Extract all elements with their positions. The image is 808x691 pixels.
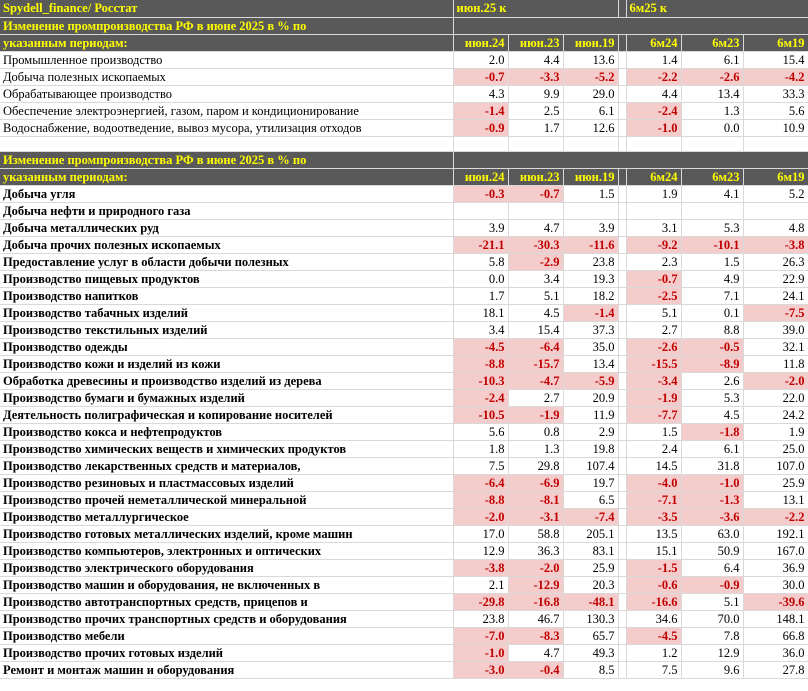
- value-cell: -29.8: [453, 593, 508, 610]
- row-label: Обеспечение электроэнергией, газом, паром и кондиционирование: [0, 102, 453, 119]
- value-cell: 26.3: [743, 253, 808, 270]
- value-cell: -1.4: [563, 304, 618, 321]
- column-header: июн.24: [453, 168, 508, 185]
- value-cell: 13.1: [743, 491, 808, 508]
- value-cell: 24.2: [743, 406, 808, 423]
- value-cell: 11.8: [743, 355, 808, 372]
- value-cell: 58.8: [508, 525, 563, 542]
- value-cell: -2.6: [626, 338, 681, 355]
- value-cell: 3.1: [626, 219, 681, 236]
- table-row: [0, 610, 808, 627]
- value-cell: 6.1: [563, 102, 618, 119]
- value-cell: 1.5: [626, 423, 681, 440]
- value-cell: -7.4: [563, 508, 618, 525]
- table-row: [0, 406, 808, 423]
- row-label: Добыча металлических руд: [0, 219, 453, 236]
- value-cell: 2.6: [681, 372, 743, 389]
- row-label: Ремонт и монтаж машин и оборудования: [0, 661, 453, 678]
- value-cell: 4.4: [626, 85, 681, 102]
- row-label: Производство прочих транспортных средств и оборудования: [0, 610, 453, 627]
- value-cell: 4.8: [743, 219, 808, 236]
- table-row: [0, 85, 808, 102]
- source-label: Spydell_finance/ Росстат: [0, 0, 453, 17]
- value-cell: 4.5: [681, 406, 743, 423]
- value-cell: 49.3: [563, 644, 618, 661]
- value-cell: 25.9: [743, 474, 808, 491]
- value-cell: 11.9: [563, 406, 618, 423]
- value-cell: -0.9: [453, 119, 508, 136]
- value-cell: 70.0: [681, 610, 743, 627]
- value-cell: 7.5: [453, 457, 508, 474]
- column-header: июн.19: [563, 168, 618, 185]
- value-cell: -16.8: [508, 593, 563, 610]
- value-cell: 6.1: [681, 440, 743, 457]
- value-cell: 7.5: [626, 661, 681, 678]
- section2-title-line1: Изменение промпроизводства РФ в июне 2025 в % по: [0, 151, 453, 168]
- column-header: 6м19: [743, 34, 808, 51]
- table-title-line1: Изменение промпроизводства РФ в июне 2025 в % по: [0, 17, 453, 34]
- column-header: июн.23: [508, 34, 563, 51]
- value-cell: 1.7: [453, 287, 508, 304]
- table-row: [0, 68, 808, 85]
- value-cell: -0.7: [626, 270, 681, 287]
- value-cell: -5.9: [563, 372, 618, 389]
- value-cell: 4.3: [453, 85, 508, 102]
- table-row: [0, 525, 808, 542]
- value-cell: 22.0: [743, 389, 808, 406]
- value-cell: 13.5: [626, 525, 681, 542]
- row-label: Производство мебели: [0, 627, 453, 644]
- row-label: Производство прочей неметаллической минеральной: [0, 491, 453, 508]
- value-cell: 5.6: [743, 102, 808, 119]
- value-cell: 4.5: [508, 304, 563, 321]
- value-cell: [681, 202, 743, 219]
- value-cell: -4.7: [508, 372, 563, 389]
- value-cell: [743, 202, 808, 219]
- value-cell: 65.7: [563, 627, 618, 644]
- value-cell: 12.9: [681, 644, 743, 661]
- value-cell: -0.7: [508, 185, 563, 202]
- value-cell: 1.8: [453, 440, 508, 457]
- value-cell: 4.1: [681, 185, 743, 202]
- column-header: 6м19: [743, 168, 808, 185]
- value-cell: 29.8: [508, 457, 563, 474]
- section2-header-columns: [0, 168, 808, 185]
- value-cell: -4.5: [626, 627, 681, 644]
- table-title-line2: указанным периодам:: [0, 34, 453, 51]
- value-cell: -8.8: [453, 491, 508, 508]
- value-cell: 6.5: [563, 491, 618, 508]
- value-cell: -10.5: [453, 406, 508, 423]
- group-6m-label: 6м25 к: [626, 0, 808, 17]
- table-row: [0, 576, 808, 593]
- value-cell: 2.0: [453, 51, 508, 68]
- value-cell: -8.1: [508, 491, 563, 508]
- value-cell: 10.9: [743, 119, 808, 136]
- value-cell: 5.6: [453, 423, 508, 440]
- row-label: Производство напитков: [0, 287, 453, 304]
- value-cell: -3.4: [626, 372, 681, 389]
- value-cell: -1.8: [681, 423, 743, 440]
- value-cell: 25.9: [563, 559, 618, 576]
- value-cell: 13.6: [563, 51, 618, 68]
- table-row: [0, 219, 808, 236]
- value-cell: 1.7: [508, 119, 563, 136]
- value-cell: -3.3: [508, 68, 563, 85]
- table-row: [0, 51, 808, 68]
- value-cell: [563, 202, 618, 219]
- table-row: [0, 119, 808, 136]
- table-row: [0, 474, 808, 491]
- value-cell: -2.2: [626, 68, 681, 85]
- value-cell: -1.4: [453, 102, 508, 119]
- value-cell: -7.7: [626, 406, 681, 423]
- value-cell: 107.4: [563, 457, 618, 474]
- value-cell: 148.1: [743, 610, 808, 627]
- row-label: Добыча угля: [0, 185, 453, 202]
- value-cell: -15.7: [508, 355, 563, 372]
- value-cell: -1.5: [626, 559, 681, 576]
- row-label: Производство химических веществ и химических продуктов: [0, 440, 453, 457]
- row-label: Обработка древесины и производство изделий из дерева: [0, 372, 453, 389]
- row-label: Производство компьютеров, электронных и оптических: [0, 542, 453, 559]
- value-cell: 50.9: [681, 542, 743, 559]
- value-cell: 17.0: [453, 525, 508, 542]
- value-cell: 0.8: [508, 423, 563, 440]
- section2-title-line2: указанным периодам:: [0, 168, 453, 185]
- table-row: [0, 338, 808, 355]
- column-header: 6м23: [681, 168, 743, 185]
- value-cell: -16.6: [626, 593, 681, 610]
- value-cell: 66.8: [743, 627, 808, 644]
- value-cell: 36.3: [508, 542, 563, 559]
- value-cell: 13.4: [681, 85, 743, 102]
- row-label: Производство бумаги и бумажных изделий: [0, 389, 453, 406]
- value-cell: -2.9: [508, 253, 563, 270]
- value-cell: -6.9: [508, 474, 563, 491]
- value-cell: 7.8: [681, 627, 743, 644]
- value-cell: -2.4: [453, 389, 508, 406]
- value-cell: -5.2: [563, 68, 618, 85]
- value-cell: 4.4: [508, 51, 563, 68]
- value-cell: 1.9: [743, 423, 808, 440]
- value-cell: 8.5: [563, 661, 618, 678]
- value-cell: -4.0: [626, 474, 681, 491]
- table-row: [0, 236, 808, 253]
- value-cell: -2.6: [681, 68, 743, 85]
- value-cell: 3.4: [453, 321, 508, 338]
- group-june-label: июн.25 к: [453, 0, 618, 17]
- value-cell: -1.0: [626, 119, 681, 136]
- value-cell: 2.5: [508, 102, 563, 119]
- value-cell: 20.3: [563, 576, 618, 593]
- row-label: Добыча прочих полезных ископаемых: [0, 236, 453, 253]
- value-cell: [508, 202, 563, 219]
- value-cell: -8.8: [453, 355, 508, 372]
- column-header: июн.24: [453, 34, 508, 51]
- value-cell: 36.0: [743, 644, 808, 661]
- value-cell: 83.1: [563, 542, 618, 559]
- value-cell: 107.0: [743, 457, 808, 474]
- value-cell: 167.0: [743, 542, 808, 559]
- value-cell: -0.6: [626, 576, 681, 593]
- value-cell: -1.9: [508, 406, 563, 423]
- value-cell: -7.1: [626, 491, 681, 508]
- value-cell: 6.1: [681, 51, 743, 68]
- value-cell: 5.1: [626, 304, 681, 321]
- value-cell: -8.9: [681, 355, 743, 372]
- value-cell: -6.4: [453, 474, 508, 491]
- value-cell: 13.4: [563, 355, 618, 372]
- value-cell: 15.4: [508, 321, 563, 338]
- value-cell: -6.4: [508, 338, 563, 355]
- row-label: Обрабатывающее производство: [0, 85, 453, 102]
- value-cell: 24.1: [743, 287, 808, 304]
- row-label: Предоставление услуг в области добычи полезных: [0, 253, 453, 270]
- row-label: Производство одежды: [0, 338, 453, 355]
- table-row: [0, 372, 808, 389]
- column-header: 6м23: [681, 34, 743, 51]
- value-cell: 18.2: [563, 287, 618, 304]
- value-cell: -2.4: [626, 102, 681, 119]
- value-cell: 19.7: [563, 474, 618, 491]
- column-header: 6м24: [626, 168, 681, 185]
- header-row-source: [0, 0, 808, 17]
- value-cell: 14.5: [626, 457, 681, 474]
- value-cell: 20.9: [563, 389, 618, 406]
- value-cell: 3.9: [563, 219, 618, 236]
- row-label: Производство текстильных изделий: [0, 321, 453, 338]
- header-row-title: [0, 17, 808, 34]
- value-cell: -4.2: [743, 68, 808, 85]
- table-row: [0, 559, 808, 576]
- table-row: [0, 627, 808, 644]
- value-cell: 1.2: [626, 644, 681, 661]
- value-cell: 4.7: [508, 644, 563, 661]
- value-cell: 4.7: [508, 219, 563, 236]
- value-cell: 19.3: [563, 270, 618, 287]
- value-cell: -3.5: [626, 508, 681, 525]
- table-row: [0, 321, 808, 338]
- row-label: Производство табачных изделий: [0, 304, 453, 321]
- column-header: 6м24: [626, 34, 681, 51]
- table-row: [0, 542, 808, 559]
- row-label: Производство кокса и нефтепродуктов: [0, 423, 453, 440]
- value-cell: 5.3: [681, 219, 743, 236]
- table-row: [0, 389, 808, 406]
- value-cell: 39.0: [743, 321, 808, 338]
- row-label: Производство пищевых продуктов: [0, 270, 453, 287]
- value-cell: -3.6: [681, 508, 743, 525]
- row-label: Производство лекарственных средств и материалов,: [0, 457, 453, 474]
- value-cell: 1.3: [508, 440, 563, 457]
- table-row: [0, 253, 808, 270]
- value-cell: 5.8: [453, 253, 508, 270]
- value-cell: -21.1: [453, 236, 508, 253]
- value-cell: -10.1: [681, 236, 743, 253]
- value-cell: -2.5: [626, 287, 681, 304]
- row-label: Производство металлургическое: [0, 508, 453, 525]
- value-cell: 2.7: [508, 389, 563, 406]
- value-cell: -12.9: [508, 576, 563, 593]
- value-cell: 1.5: [563, 185, 618, 202]
- value-cell: 5.2: [743, 185, 808, 202]
- value-cell: -1.0: [681, 474, 743, 491]
- row-label: Производство кожи и изделий из кожи: [0, 355, 453, 372]
- value-cell: 5.3: [681, 389, 743, 406]
- value-cell: 9.6: [681, 661, 743, 678]
- section2-header-title: [0, 151, 808, 168]
- value-cell: 36.9: [743, 559, 808, 576]
- row-label: Производство прочих готовых изделий: [0, 644, 453, 661]
- value-cell: 4.9: [681, 270, 743, 287]
- value-cell: 0.1: [681, 304, 743, 321]
- value-cell: -2.2: [743, 508, 808, 525]
- value-cell: 9.9: [508, 85, 563, 102]
- value-cell: 7.1: [681, 287, 743, 304]
- value-cell: 3.4: [508, 270, 563, 287]
- value-cell: 23.8: [563, 253, 618, 270]
- table-row: [0, 185, 808, 202]
- value-cell: 18.1: [453, 304, 508, 321]
- value-cell: -8.3: [508, 627, 563, 644]
- value-cell: 29.0: [563, 85, 618, 102]
- value-cell: 3.9: [453, 219, 508, 236]
- table-row: [0, 202, 808, 219]
- value-cell: 25.0: [743, 440, 808, 457]
- row-label: Производство готовых металлических изделий, кроме машин: [0, 525, 453, 542]
- value-cell: 0.0: [681, 119, 743, 136]
- value-cell: -0.9: [681, 576, 743, 593]
- value-cell: -1.3: [681, 491, 743, 508]
- value-cell: -3.8: [743, 236, 808, 253]
- value-cell: -0.5: [681, 338, 743, 355]
- table-row: [0, 270, 808, 287]
- row-label: Водоснабжение, водоотведение, вывоз мусора, утилизация отходов: [0, 119, 453, 136]
- row-label: Добыча полезных ископаемых: [0, 68, 453, 85]
- table-row: [0, 593, 808, 610]
- table-row: [0, 491, 808, 508]
- value-cell: -3.1: [508, 508, 563, 525]
- table-row: [0, 457, 808, 474]
- value-cell: 35.0: [563, 338, 618, 355]
- value-cell: -4.5: [453, 338, 508, 355]
- value-cell: 12.9: [453, 542, 508, 559]
- value-cell: -0.4: [508, 661, 563, 678]
- value-cell: 2.1: [453, 576, 508, 593]
- value-cell: 15.1: [626, 542, 681, 559]
- value-cell: -10.3: [453, 372, 508, 389]
- header-row-columns: [0, 34, 808, 51]
- value-cell: 2.3: [626, 253, 681, 270]
- row-label: Производство резиновых и пластмассовых изделий: [0, 474, 453, 491]
- value-cell: 1.4: [626, 51, 681, 68]
- value-cell: [453, 202, 508, 219]
- value-cell: -2.0: [743, 372, 808, 389]
- value-cell: -7.0: [453, 627, 508, 644]
- value-cell: -1.0: [453, 644, 508, 661]
- value-cell: 19.8: [563, 440, 618, 457]
- value-cell: -0.3: [453, 185, 508, 202]
- value-cell: -2.0: [453, 508, 508, 525]
- value-cell: -3.0: [453, 661, 508, 678]
- value-cell: 22.9: [743, 270, 808, 287]
- value-cell: 5.1: [681, 593, 743, 610]
- table-row: [0, 661, 808, 678]
- value-cell: 32.1: [743, 338, 808, 355]
- value-cell: 1.5: [681, 253, 743, 270]
- row-label: Добыча нефти и природного газа: [0, 202, 453, 219]
- value-cell: -7.5: [743, 304, 808, 321]
- value-cell: 205.1: [563, 525, 618, 542]
- value-cell: 31.8: [681, 457, 743, 474]
- value-cell: 5.1: [508, 287, 563, 304]
- value-cell: 2.7: [626, 321, 681, 338]
- table-row: [0, 644, 808, 661]
- row-label: Производство автотранспортных средств, прицепов и: [0, 593, 453, 610]
- value-cell: 130.3: [563, 610, 618, 627]
- value-cell: -30.3: [508, 236, 563, 253]
- value-cell: 6.4: [681, 559, 743, 576]
- value-cell: 46.7: [508, 610, 563, 627]
- value-cell: -15.5: [626, 355, 681, 372]
- table-row: [0, 304, 808, 321]
- value-cell: -9.2: [626, 236, 681, 253]
- value-cell: -2.0: [508, 559, 563, 576]
- value-cell: 1.3: [681, 102, 743, 119]
- value-cell: [626, 202, 681, 219]
- value-cell: -1.9: [626, 389, 681, 406]
- value-cell: 23.8: [453, 610, 508, 627]
- table-row: [0, 355, 808, 372]
- value-cell: 37.3: [563, 321, 618, 338]
- row-label: Деятельность полиграфическая и копирование носителей: [0, 406, 453, 423]
- value-cell: -48.1: [563, 593, 618, 610]
- table-row: [0, 287, 808, 304]
- value-cell: -11.6: [563, 236, 618, 253]
- row-label: Промышленное производство: [0, 51, 453, 68]
- value-cell: 15.4: [743, 51, 808, 68]
- column-header: июн.19: [563, 34, 618, 51]
- table-row: [0, 508, 808, 525]
- value-cell: 0.0: [453, 270, 508, 287]
- value-cell: 12.6: [563, 119, 618, 136]
- value-cell: 34.6: [626, 610, 681, 627]
- row-label: Производство электрического оборудования: [0, 559, 453, 576]
- row-label: Производство машин и оборудования, не включенных в: [0, 576, 453, 593]
- spacer-row: [0, 136, 808, 151]
- value-cell: -0.7: [453, 68, 508, 85]
- value-cell: 33.3: [743, 85, 808, 102]
- value-cell: 2.4: [626, 440, 681, 457]
- value-cell: 63.0: [681, 525, 743, 542]
- table-row: [0, 102, 808, 119]
- value-cell: -3.8: [453, 559, 508, 576]
- value-cell: 27.8: [743, 661, 808, 678]
- column-header: июн.23: [508, 168, 563, 185]
- table-row: [0, 440, 808, 457]
- value-cell: 2.9: [563, 423, 618, 440]
- value-cell: 8.8: [681, 321, 743, 338]
- value-cell: -39.6: [743, 593, 808, 610]
- value-cell: 192.1: [743, 525, 808, 542]
- value-cell: 1.9: [626, 185, 681, 202]
- table-row: [0, 423, 808, 440]
- value-cell: 30.0: [743, 576, 808, 593]
